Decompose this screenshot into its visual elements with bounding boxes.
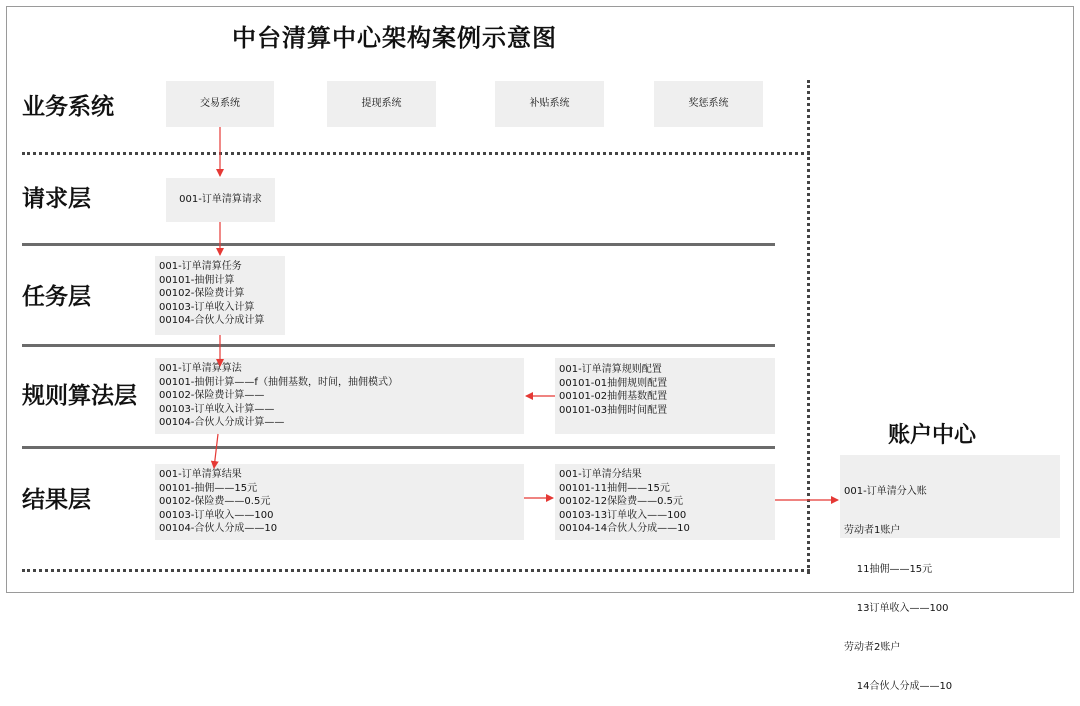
split-result-line: 00102-12保险费——0.5元 [559, 496, 684, 507]
task-line: 00101-抽佣计算 [159, 274, 235, 286]
account-line: 11抽佣——15元 [844, 564, 933, 575]
account-line: 13订单收入——100 [844, 603, 949, 614]
account-line: 14合伙人分成——10 [844, 681, 953, 692]
account-line: 劳动者1账户 [844, 525, 901, 536]
rule-line: 00103-订单收入计算—— [159, 403, 275, 415]
arrow-rule-to-result [214, 434, 218, 468]
request-box: 001-订单清算请求 [166, 178, 275, 222]
account-line: 劳动者2账户 [844, 642, 901, 653]
rule-config-line: 00101-01抽佣规则配置 [559, 377, 668, 389]
rule-line: 00104-合伙人分成计算—— [159, 417, 285, 428]
result-line: 00102-保险费——0.5元 [159, 496, 271, 507]
task-line: 00102-保险费计算 [159, 288, 245, 299]
rule-config-line: 00101-02抽佣基数配置 [559, 391, 668, 402]
split-result-line: 00104-14合伙人分成——10 [559, 523, 690, 534]
account-line: 001-订单清分入账 [844, 486, 927, 497]
result-line: 001-订单清算结果 [159, 469, 242, 480]
business-system-subsidy: 补贴系统 [495, 81, 604, 127]
account-center-title: 账户中心 [888, 423, 977, 448]
result-line: 00101-抽佣——15元 [159, 482, 258, 494]
rule-line: 00101-抽佣计算——f（抽佣基数，时间，抽佣模式） [159, 376, 398, 388]
result-line: 00104-合伙人分成——10 [159, 523, 278, 534]
layer-label-request: 请求层 [22, 186, 91, 212]
rule-config-line: 00101-03抽佣时间配置 [559, 404, 668, 416]
layer-label-rule: 规则算法层 [22, 383, 137, 409]
business-system-withdraw: 提现系统 [327, 81, 436, 127]
rule-line: 001-订单清算算法 [159, 363, 242, 374]
rule-config-line: 001-订单清算规则配置 [559, 364, 662, 375]
split-result-line: 001-订单清分结果 [559, 469, 642, 480]
business-system-reward: 奖惩系统 [654, 81, 763, 127]
rule-line: 00102-保险费计算—— [159, 390, 265, 401]
layer-label-business: 业务系统 [22, 94, 114, 120]
result-line: 00103-订单收入——100 [159, 509, 274, 521]
layer-label-result: 结果层 [22, 487, 91, 513]
split-result-line: 00101-11抽佣——15元 [559, 482, 670, 494]
split-result-line: 00103-13订单收入——100 [559, 509, 687, 521]
task-line: 001-订单清算任务 [159, 261, 242, 272]
diagram-title: 中台清算中心架构案例示意图 [232, 24, 557, 52]
business-system-trade: 交易系统 [166, 81, 274, 127]
layer-label-task: 任务层 [22, 284, 91, 310]
task-line: 00104-合伙人分成计算 [159, 315, 265, 326]
task-line: 00103-订单收入计算 [159, 301, 255, 313]
